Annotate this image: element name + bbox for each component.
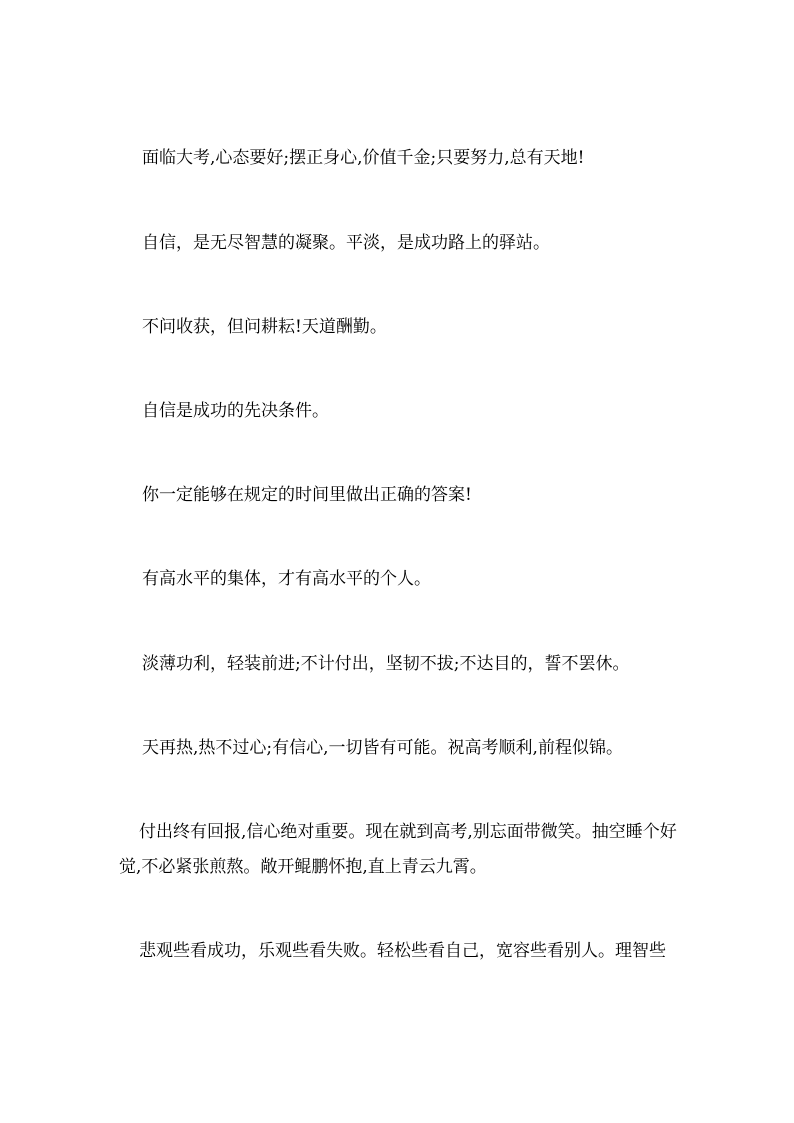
paragraph: 天再热,热不过心;有信心,一切皆有可能。祝高考顺利,前程似锦。 xyxy=(142,738,623,758)
paragraph: 自信，是无尽智慧的凝聚。平淡，是成功路上的驿站。 xyxy=(142,233,550,253)
paragraph: 你一定能够在规定的时间里做出正确的答案! xyxy=(142,485,472,505)
paragraph: 面临大考,心态要好;摆正身心,价值千金;只要努力,总有天地! xyxy=(142,148,585,168)
paragraph: 自信是成功的先决条件。 xyxy=(142,401,329,421)
paragraph: 淡薄功利，轻装前进;不计付出，坚韧不拔;不达目的，誓不罢休。 xyxy=(142,654,630,674)
paragraph: 付出终有回报,信心绝对重要。现在就到高考,别忘面带微笑。抽空睡个好觉,不必紧张煎熬。敞开鲲鹏怀抱,直上青云九霄。 xyxy=(119,822,677,877)
paragraph: 有高水平的集体，才有高水平的个人。 xyxy=(142,569,431,589)
paragraph: 悲观些看成功，乐观些看失败。轻松些看自己，宽容些看别人。理智些 xyxy=(139,941,666,961)
paragraph: 不问收获，但问耕耘!天道酬勤。 xyxy=(142,317,387,337)
